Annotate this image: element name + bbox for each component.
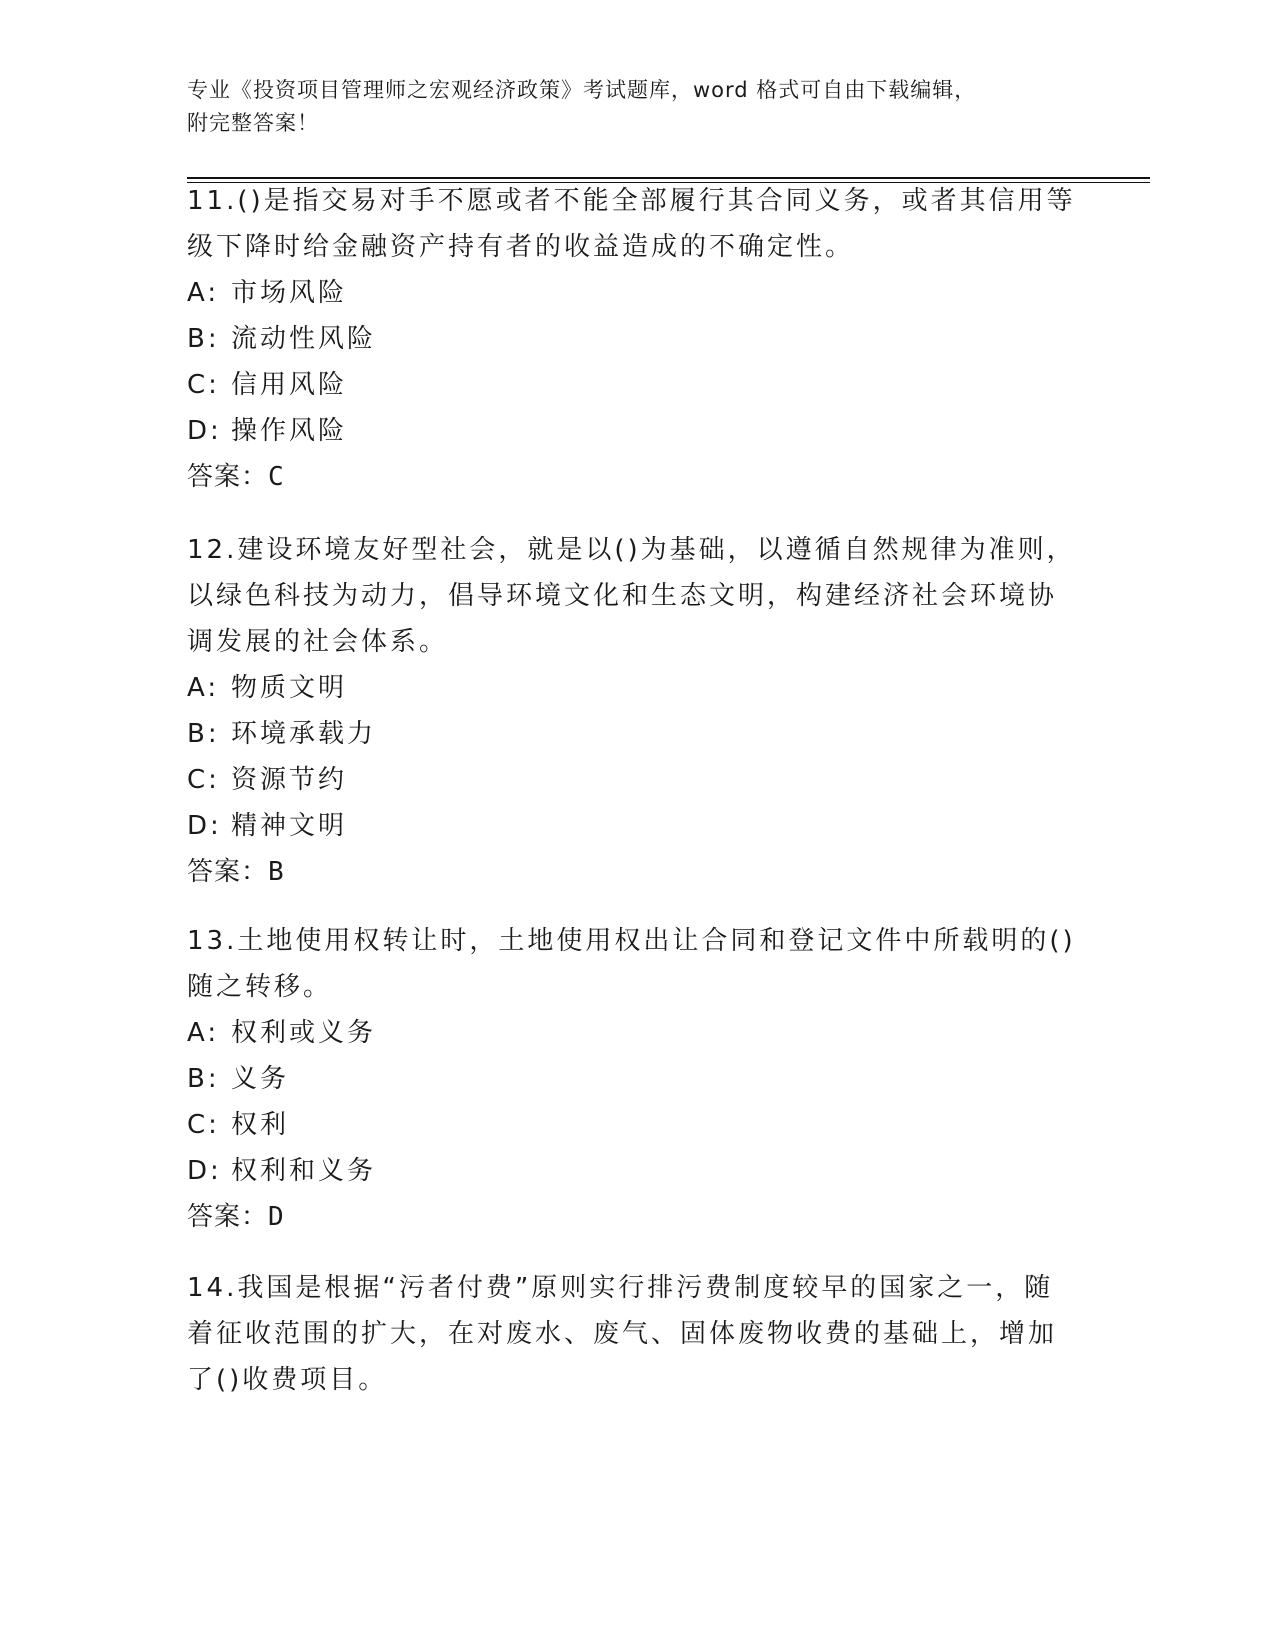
- answer-label: 答案：: [187, 462, 269, 492]
- option-text: 权利: [231, 1110, 290, 1140]
- question-stem-line: 调发展的社会体系。: [187, 627, 449, 657]
- question-stem: [187, 527, 1087, 665]
- option-text: 权利和义务: [231, 1156, 377, 1186]
- option-text: 权利或义务: [231, 1018, 377, 1048]
- option-a: [187, 665, 1087, 711]
- option-list: [187, 1010, 1087, 1194]
- option-letter: A:: [187, 278, 220, 308]
- option-d: [187, 408, 1087, 454]
- answer-line: [187, 1194, 1087, 1240]
- question-11: [187, 178, 1087, 500]
- option-text: 操作风险: [231, 416, 348, 446]
- answer-value: B: [268, 857, 285, 887]
- question-stem-line: 13.土地使用权转让时，土地使用权出让合同和登记文件中所载明的(): [187, 926, 1076, 956]
- option-letter: D:: [187, 811, 222, 841]
- option-c: [187, 757, 1087, 803]
- question-12: [187, 527, 1087, 895]
- option-letter: B:: [187, 719, 220, 749]
- question-stem-line: 14.我国是根据“污者付费”原则实行排污费制度较早的国家之一，随: [187, 1273, 1054, 1303]
- option-c: [187, 362, 1087, 408]
- option-letter: C:: [187, 1110, 220, 1140]
- header-line-1: 专业《投资项目管理师之宏观经济政策》考试题库，word 格式可自由下载编辑，: [187, 78, 977, 102]
- question-stem-line: 12.建设环境友好型社会，就是以()为基础，以遵循自然规律为准则，: [187, 535, 1076, 565]
- option-letter: B:: [187, 324, 220, 354]
- option-letter: D:: [187, 416, 222, 446]
- option-b: [187, 711, 1087, 757]
- option-letter: A:: [187, 673, 220, 703]
- option-a: [187, 270, 1087, 316]
- option-a: [187, 1010, 1087, 1056]
- option-b: [187, 1056, 1087, 1102]
- option-letter: A:: [187, 1018, 220, 1048]
- question-stem-line: 着征收范围的扩大，在对废水、废气、固体废物收费的基础上，增加: [187, 1319, 1058, 1349]
- question-stem-line: 随之转移。: [187, 972, 333, 1002]
- document-header: [187, 74, 1067, 140]
- option-c: [187, 1102, 1087, 1148]
- option-letter: D:: [187, 1156, 222, 1186]
- option-text: 流动性风险: [231, 324, 377, 354]
- option-text: 资源节约: [231, 765, 348, 795]
- answer-value: D: [268, 1202, 285, 1232]
- option-text: 信用风险: [231, 370, 348, 400]
- header-line-2: 附完整答案！: [187, 111, 319, 135]
- option-text: 环境承载力: [231, 719, 377, 749]
- option-d: [187, 1148, 1087, 1194]
- answer-line: [187, 849, 1087, 895]
- question-stem-line: 了()收费项目。: [187, 1365, 388, 1395]
- question-stem-line: 以绿色科技为动力，倡导环境文化和生态文明，构建经济社会环境协: [187, 581, 1058, 611]
- option-letter: C:: [187, 765, 220, 795]
- option-list: [187, 665, 1087, 849]
- option-letter: C:: [187, 370, 220, 400]
- answer-label: 答案：: [187, 857, 269, 887]
- answer-line: [187, 454, 1087, 500]
- question-14: [187, 1265, 1087, 1403]
- option-b: [187, 316, 1087, 362]
- question-stem: [187, 178, 1087, 270]
- answer-label: 答案：: [187, 1202, 269, 1232]
- question-13: [187, 918, 1087, 1240]
- option-letter: B:: [187, 1064, 220, 1094]
- option-d: [187, 803, 1087, 849]
- question-stem: [187, 1265, 1087, 1403]
- option-text: 义务: [231, 1064, 290, 1094]
- option-text: 精神文明: [231, 811, 348, 841]
- option-text: 物质文明: [231, 673, 348, 703]
- option-text: 市场风险: [231, 278, 348, 308]
- question-stem-line: 11.()是指交易对手不愿或者不能全部履行其合同义务，或者其信用等: [187, 186, 1076, 216]
- question-stem-line: 级下降时给金融资产持有者的收益造成的不确定性。: [187, 232, 855, 262]
- question-stem: [187, 918, 1087, 1010]
- option-list: [187, 270, 1087, 454]
- answer-value: C: [268, 462, 285, 492]
